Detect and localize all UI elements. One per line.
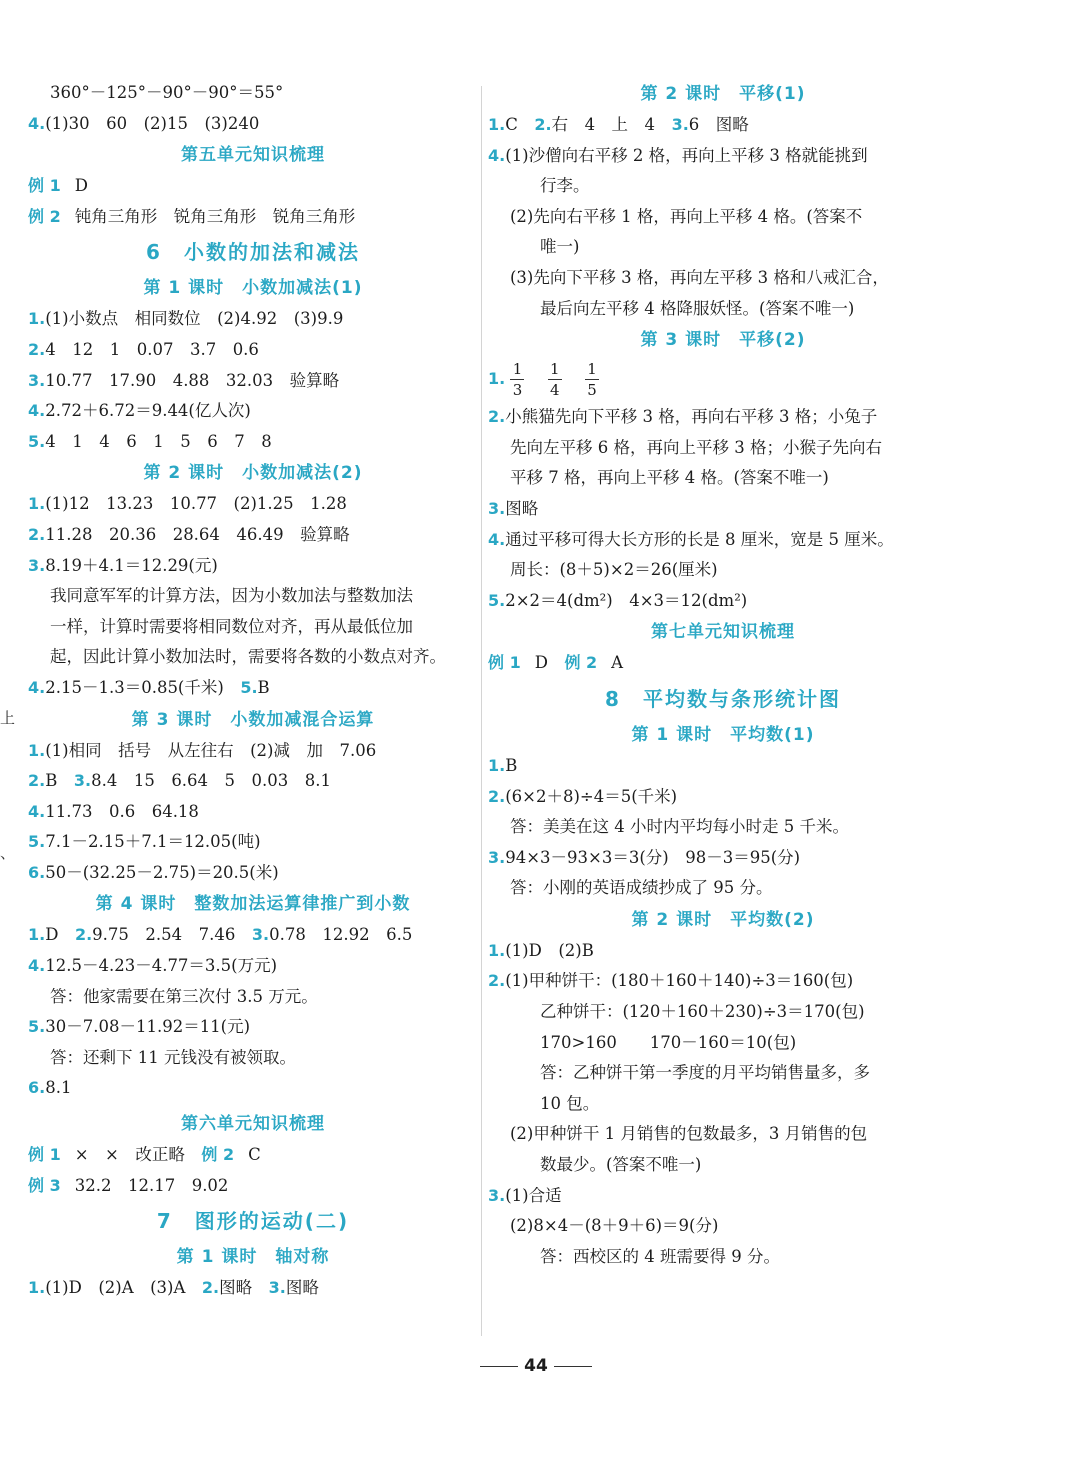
text-line: 答：乙种饼干第一季度的月平均销售量多，多 bbox=[540, 1063, 870, 1083]
fraction-numerator: 1 bbox=[587, 360, 597, 379]
answer-text: 50－(32.25－2.75)＝20.5(米) bbox=[45, 862, 279, 882]
example-label: 例 3 bbox=[28, 1175, 61, 1195]
item-number: 1. bbox=[488, 940, 506, 960]
text-line: 先向左平移 6 格，再向上平移 3 格；小猴子先向右 bbox=[510, 437, 882, 457]
item-number: 1. bbox=[28, 309, 46, 329]
answer-text: 6 图略 bbox=[688, 115, 749, 134]
item-number: 5. bbox=[488, 590, 506, 610]
fraction bbox=[510, 360, 524, 399]
answer-text: 11.73 0.6 64.18 bbox=[45, 801, 199, 821]
item-number: 3. bbox=[488, 847, 506, 867]
answer-text: 8.19＋4.1＝12.29(元) bbox=[45, 555, 218, 575]
example-line bbox=[28, 171, 478, 202]
text-line: (2)8×4－(8＋9＋6)＝9(分) bbox=[510, 1216, 719, 1236]
text-line: 我同意军军的计算方法，因为小数加法与整数加法 bbox=[50, 586, 413, 606]
item-number: 2. bbox=[28, 339, 46, 359]
section-title: 第 2 课时 平均数(2) bbox=[631, 909, 815, 930]
item-number: 2. bbox=[74, 925, 93, 945]
answer-line bbox=[488, 966, 958, 997]
unit-title: 8 平均数与条形统计图 bbox=[605, 686, 841, 711]
section-title: 第 4 课时 整数加法运算律推广到小数 bbox=[95, 894, 411, 915]
section-title: 第 1 课时 平均数(1) bbox=[631, 724, 815, 745]
text-line: 最后向左平移 4 格降服妖怪。(答案不唯一) bbox=[540, 298, 855, 318]
answer-line bbox=[488, 1181, 958, 1212]
answer-text: D bbox=[74, 176, 88, 196]
section-title: 第 3 课时 平移(2) bbox=[640, 330, 806, 351]
answer-text: × × 改正略 bbox=[74, 1145, 202, 1165]
example-label: 例 1 bbox=[488, 653, 521, 673]
item-number: 3. bbox=[488, 1185, 506, 1205]
answer-text: (1)D (2)B bbox=[505, 940, 594, 960]
answer-line bbox=[488, 525, 958, 556]
answer-line bbox=[28, 366, 478, 397]
answer-line bbox=[28, 766, 478, 797]
answer-text: 2.15－1.3＝0.85(千米) bbox=[45, 677, 241, 697]
answer-line bbox=[28, 920, 478, 951]
answer-line bbox=[28, 396, 478, 427]
item-number: 2. bbox=[488, 786, 506, 806]
footer-rule bbox=[480, 1366, 518, 1367]
text-line: 答：西校区的 4 班需要得 9 分。 bbox=[540, 1246, 780, 1266]
fraction-numerator: 1 bbox=[549, 360, 560, 379]
answer-text: 2.72＋6.72＝9.44(亿人次) bbox=[45, 401, 251, 421]
text-line: (2)甲种饼干 1 月销售的包数最多，3 月销售的包 bbox=[510, 1124, 868, 1144]
text-line: 起，因此计算小数加法时，需要将各数的小数点对齐。 bbox=[50, 647, 446, 667]
right-column bbox=[488, 78, 958, 1272]
item-number: 2. bbox=[534, 115, 552, 134]
fraction bbox=[548, 360, 562, 399]
answer-text: 钝角三角形 锐角三角形 锐角三角形 bbox=[74, 206, 356, 226]
answer-line bbox=[28, 427, 478, 458]
item-number: 4. bbox=[28, 401, 46, 421]
item-number: 1. bbox=[28, 925, 46, 945]
item-number: 5. bbox=[28, 431, 46, 451]
item-number: 1. bbox=[488, 755, 506, 775]
text-line: 唯一) bbox=[540, 237, 580, 257]
section-title: 第 1 课时 小数加减法(1) bbox=[143, 278, 363, 299]
item-number: 1. bbox=[28, 740, 46, 760]
answer-line bbox=[28, 736, 478, 767]
answer-line bbox=[28, 304, 478, 335]
answer-text: A bbox=[611, 653, 624, 673]
item-number: 6. bbox=[28, 862, 46, 882]
answer-text: (1)合适 bbox=[505, 1185, 562, 1205]
page-footer bbox=[0, 1356, 1072, 1376]
example-label: 例 1 bbox=[28, 176, 61, 196]
item-number: 2. bbox=[28, 524, 46, 544]
answer-text: (1)12 13.23 10.77 (2)1.25 1.28 bbox=[45, 494, 347, 514]
text-line: (3)先向下平移 3 格，再向左平移 3 格和八戒汇合， bbox=[510, 267, 889, 287]
answer-text: 右 4 上 4 bbox=[551, 115, 672, 134]
item-number: 3. bbox=[268, 1278, 286, 1298]
answer-text: 2×2＝4(dm²) 4×3＝12(dm²) bbox=[505, 590, 748, 610]
item-number: 3. bbox=[671, 115, 689, 134]
item-number: 4. bbox=[28, 677, 46, 697]
margin-mark: 上 bbox=[0, 709, 16, 727]
item-number: 5. bbox=[28, 832, 46, 852]
answer-line bbox=[28, 551, 478, 582]
answer-text: (1)沙僧向右平移 2 格，再向上平移 3 格就能挑到 bbox=[505, 145, 868, 165]
answer-text: 12.5－4.23－4.77＝3.5(万元) bbox=[45, 956, 278, 976]
answer-line bbox=[28, 489, 478, 520]
section-title: 第六单元知识梳理 bbox=[181, 1114, 325, 1135]
fraction-denominator: 4 bbox=[549, 381, 560, 400]
answer-text: D bbox=[45, 925, 75, 945]
item-number: 3. bbox=[251, 925, 270, 945]
example-label: 例 2 bbox=[201, 1145, 235, 1165]
item-number: 5. bbox=[28, 1017, 46, 1037]
text-line: 一样，计算时需要将相同数位对齐，再从最低位加 bbox=[50, 616, 413, 636]
answer-line bbox=[488, 843, 958, 874]
answer-text: 图略 bbox=[219, 1278, 269, 1298]
item-number: 2. bbox=[488, 407, 506, 427]
answer-line bbox=[28, 951, 478, 982]
answer-text: (1)相同 括号 从左往右 (2)减 加 7.06 bbox=[45, 740, 377, 760]
answer-line bbox=[488, 494, 958, 525]
section-title: 第七单元知识梳理 bbox=[651, 622, 795, 643]
answer-text: 30－7.08－11.92＝11(元) bbox=[45, 1017, 251, 1037]
item-number: 4. bbox=[28, 113, 46, 133]
example-label: 例 1 bbox=[28, 1145, 61, 1165]
unit-title: 7 图形的运动(二) bbox=[156, 1209, 350, 1234]
answer-text: 0.78 12.92 6.5 bbox=[269, 925, 413, 945]
answer-line bbox=[488, 782, 958, 813]
text-line: 360°－125°－90°－90°＝55° bbox=[50, 83, 284, 102]
fraction bbox=[585, 360, 599, 399]
item-number: 3. bbox=[73, 771, 92, 791]
text-line: 答：小刚的英语成绩抄成了 95 分。 bbox=[510, 878, 773, 898]
item-number: 1. bbox=[488, 115, 506, 134]
item-number: 1. bbox=[28, 1278, 46, 1298]
section-title: 第 2 课时 平移(1) bbox=[640, 84, 806, 104]
answer-text: 8.1 bbox=[45, 1078, 72, 1098]
item-number: 3. bbox=[28, 370, 46, 390]
item-number: 5. bbox=[240, 677, 258, 697]
fraction-numerator: 1 bbox=[512, 360, 523, 379]
answer-text: 32.2 12.17 9.02 bbox=[74, 1175, 229, 1195]
answer-text: 10.77 17.90 4.88 32.03 验算略 bbox=[45, 370, 340, 390]
answer-text: B bbox=[257, 677, 270, 697]
item-number: 1. bbox=[28, 494, 46, 514]
item-number: 4. bbox=[488, 145, 506, 165]
fraction-answer-line bbox=[488, 356, 958, 402]
answer-text: 94×3－93×3＝3(分) 98－3＝95(分) bbox=[505, 847, 801, 867]
text-line: 答：他家需要在第三次付 3.5 万元。 bbox=[50, 986, 318, 1006]
answer-text: 图略 bbox=[505, 498, 539, 518]
section-title: 第 2 课时 小数加减法(2) bbox=[143, 463, 363, 484]
answer-text: (1)小数点 相同数位 (2)4.92 (3)9.9 bbox=[45, 309, 344, 329]
answer-text: 通过平移可得大长方形的长是 8 厘米，宽是 5 厘米。 bbox=[505, 529, 894, 549]
margin-mark: 、 bbox=[0, 844, 16, 862]
fraction-denominator: 5 bbox=[587, 381, 597, 400]
answer-line bbox=[28, 673, 478, 704]
answer-line bbox=[28, 858, 478, 889]
example-label: 例 2 bbox=[564, 653, 598, 673]
item-number: 4. bbox=[28, 956, 46, 976]
answer-text: (1)甲种饼干：(180＋160＋140)÷3＝160(包) bbox=[505, 971, 854, 991]
unit-title: 6 小数的加法和减法 bbox=[146, 240, 360, 265]
item-number: 4. bbox=[488, 529, 506, 549]
text-line: 答：还剩下 11 元钱没有被领取。 bbox=[50, 1047, 296, 1067]
answer-text: D bbox=[534, 653, 565, 673]
answer-line bbox=[488, 110, 958, 141]
text-line: 周长：(8＋5)×2＝26(厘米) bbox=[510, 560, 718, 580]
answer-text: (6×2＋8)÷4＝5(千米) bbox=[505, 786, 678, 806]
footer-rule bbox=[554, 1366, 592, 1367]
answer-line bbox=[28, 109, 478, 140]
answer-text: B bbox=[505, 755, 518, 775]
answer-text: 4 1 4 6 1 5 6 7 8 bbox=[45, 431, 272, 451]
text-line: (2)先向右平移 1 格，再向上平移 4 格。(答案不 bbox=[510, 206, 863, 226]
answer-line bbox=[28, 335, 478, 366]
text-line: 170>160 170－160＝10(包) bbox=[540, 1032, 797, 1052]
item-number: 2. bbox=[201, 1278, 220, 1298]
column-divider bbox=[481, 86, 482, 1336]
answer-text: (1)D (2)A (3)A bbox=[45, 1278, 202, 1298]
text-line: 平移 7 格，再向上平移 4 格。(答案不唯一) bbox=[510, 468, 829, 488]
answer-text: 小熊猫先向下平移 3 格，再向右平移 3 格；小兔子 bbox=[505, 407, 878, 427]
answer-line bbox=[488, 751, 958, 782]
answer-text: 4 12 1 0.07 3.7 0.6 bbox=[45, 339, 259, 359]
item-number: 3. bbox=[28, 555, 46, 575]
answer-line bbox=[28, 520, 478, 551]
answer-line bbox=[28, 1273, 478, 1304]
answer-text: B bbox=[45, 771, 74, 791]
section-title: 第 1 课时 轴对称 bbox=[176, 1247, 330, 1268]
section-title: 第五单元知识梳理 bbox=[181, 145, 325, 166]
answer-text: C bbox=[248, 1145, 261, 1165]
text-line: 乙种饼干：(120＋160＋230)÷3＝170(包) bbox=[540, 1002, 865, 1022]
fraction-denominator: 3 bbox=[512, 381, 523, 400]
section-title: 第 3 课时 小数加减混合运算 bbox=[131, 709, 375, 730]
example-line bbox=[28, 1140, 478, 1171]
answer-line bbox=[28, 827, 478, 858]
item-number: 1. bbox=[488, 369, 506, 389]
answer-line bbox=[488, 402, 958, 433]
text-line: 行李。 bbox=[540, 176, 590, 196]
item-number: 4. bbox=[28, 801, 46, 821]
answer-text: 8.4 15 6.64 5 0.03 8.1 bbox=[91, 771, 332, 791]
answer-text: (1)30 60 (2)15 (3)240 bbox=[45, 113, 260, 133]
answer-text: 9.75 2.54 7.46 bbox=[92, 925, 252, 945]
answer-text: 7.1－2.15＋7.1＝12.05(吨) bbox=[45, 832, 261, 852]
answer-line bbox=[488, 141, 958, 172]
answer-text: C bbox=[505, 115, 535, 134]
answer-text: 图略 bbox=[285, 1278, 319, 1298]
answer-line bbox=[488, 936, 958, 967]
text-line: 数最少。(答案不唯一) bbox=[540, 1155, 702, 1175]
text-line: 答：美美在这 4 小时内平均每小时走 5 千米。 bbox=[510, 817, 849, 837]
item-number: 6. bbox=[28, 1078, 46, 1098]
example-label: 例 2 bbox=[28, 206, 61, 226]
answer-line bbox=[28, 797, 478, 828]
example-line bbox=[488, 648, 958, 679]
left-column bbox=[28, 78, 478, 1304]
answer-line bbox=[488, 586, 958, 617]
item-number: 2. bbox=[28, 771, 46, 791]
text-line: 10 包。 bbox=[540, 1093, 600, 1113]
answer-line bbox=[28, 1012, 478, 1043]
answer-text: 11.28 20.36 28.64 46.49 验算略 bbox=[45, 524, 350, 544]
example-line bbox=[28, 202, 478, 233]
item-number: 3. bbox=[488, 498, 506, 518]
example-line bbox=[28, 1171, 478, 1202]
answer-line bbox=[28, 1073, 478, 1104]
item-number: 2. bbox=[488, 971, 506, 991]
page-number: 44 bbox=[524, 1356, 548, 1376]
